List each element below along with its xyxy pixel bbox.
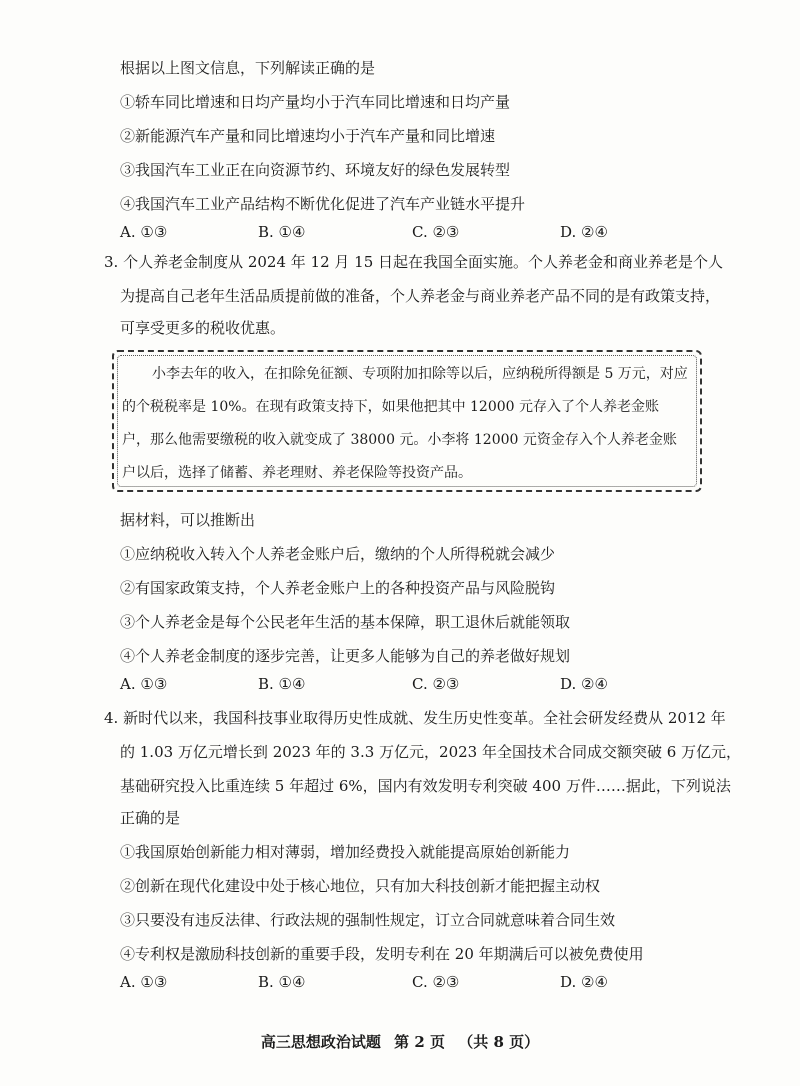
q4-option-a: A. ①③ xyxy=(120,973,168,991)
q3-material-line-1: 小李去年的收入，在扣除免征额、专项附加扣除等以后，应纳税所得额是 5 万元，对应 xyxy=(152,366,688,382)
q4-stem-line-4: 正确的是 xyxy=(120,809,181,827)
q4-options xyxy=(120,972,740,992)
page-footer xyxy=(0,1032,800,1052)
q4-option-c: C. ②③ xyxy=(412,973,460,991)
q4-stem-line-2: 的 1.03 万亿元增长到 2023 年的 3.3 万亿元，2023 年全国技术合同成交额突破 6 万亿元， xyxy=(120,743,742,761)
q2-statement-4: ④我国汽车工业产品结构不断优化促进了汽车产业链水平提升 xyxy=(120,195,526,213)
q3-options xyxy=(120,674,740,694)
q4-stem-line-3: 基础研究投入比重连续 5 年超过 6%，国内有效发明专利突破 400 万件……据此，下列说法 xyxy=(120,777,731,795)
q2-options xyxy=(120,222,740,242)
footer-title: 高三思想政治试题 xyxy=(260,1033,381,1051)
q2-statement-1: ①轿车同比增速和日均产量均小于汽车同比增速和日均产量 xyxy=(120,93,511,111)
q4-option-d: D. ②④ xyxy=(560,973,608,991)
q3-statement-1: ①应纳税收入转入个人养老金账户后，缴纳的个人所得税就会减少 xyxy=(120,545,556,563)
q2-stem: 根据以上图文信息，下列解读正确的是 xyxy=(120,59,376,77)
q3-option-c: C. ②③ xyxy=(412,675,460,693)
q3-material-line-4: 户以后，选择了储蓄、养老理财、养老保险等投资产品。 xyxy=(122,465,472,481)
footer-page-number: 第 2 页 xyxy=(394,1033,445,1051)
q3-stem-line-1: 3. 个人养老金制度从 2024 年 12 月 15 日起在我国全面实施。个人养老金和商业养老是个人 xyxy=(104,253,724,271)
q4-option-b: B. ①④ xyxy=(258,973,306,991)
q4-statement-3: ③只要没有违反法律、行政法规的强制性规定，订立合同就意味着合同生效 xyxy=(120,911,616,929)
footer-total-pages: （共 8 页） xyxy=(458,1033,540,1051)
q3-statement-4: ④个人养老金制度的逐步完善，让更多人能够为自己的养老做好规划 xyxy=(120,647,571,665)
q2-option-a: A. ①③ xyxy=(120,223,168,241)
q4-statement-1: ①我国原始创新能力相对薄弱，增加经费投入就能提高原始创新能力 xyxy=(120,843,571,861)
q3-material-line-3: 户，那么他需要缴税的收入就变成了 38000 元。小李将 12000 元资金存入个人养老金账 xyxy=(122,432,677,448)
q4-stem-line-1: 4. 新时代以来，我国科技事业取得历史性成就、发生历史性变革。全社会研发经费从 2012 年 xyxy=(104,709,726,727)
q3-prompt: 据材料，可以推断出 xyxy=(120,511,256,529)
q3-option-a: A. ①③ xyxy=(120,675,168,693)
q3-stem-line-3: 可享受更多的税收优惠。 xyxy=(120,319,286,337)
q4-statement-4: ④专利权是激励科技创新的重要手段，发明专利在 20 年期满后可以被免费使用 xyxy=(120,945,644,963)
q2-statement-3: ③我国汽车工业正在向资源节约、环境友好的绿色发展转型 xyxy=(120,161,511,179)
q3-statement-2: ②有国家政策支持，个人养老金账户上的各种投资产品与风险脱钩 xyxy=(120,579,556,597)
q3-stem-line-2: 为提高自己老年生活品质提前做的准备，个人养老金与商业养老产品不同的是有政策支持， xyxy=(120,287,721,305)
q4-statement-2: ②创新在现代化建设中处于核心地位，只有加大科技创新才能把握主动权 xyxy=(120,877,601,895)
q2-option-c: C. ②③ xyxy=(412,223,460,241)
q3-option-d: D. ②④ xyxy=(560,675,608,693)
q3-statement-3: ③个人养老金是每个公民老年生活的基本保障，职工退休后就能领取 xyxy=(120,613,571,631)
q3-option-b: B. ①④ xyxy=(258,675,306,693)
q2-option-b: B. ①④ xyxy=(258,223,306,241)
q2-option-d: D. ②④ xyxy=(560,223,608,241)
q3-material-line-2: 的个税税率是 10%。在现有政策支持下，如果他把其中 12000 元存入了个人养老金账 xyxy=(122,399,660,415)
q2-statement-2: ②新能源汽车产量和同比增速均小于汽车产量和同比增速 xyxy=(120,127,496,145)
